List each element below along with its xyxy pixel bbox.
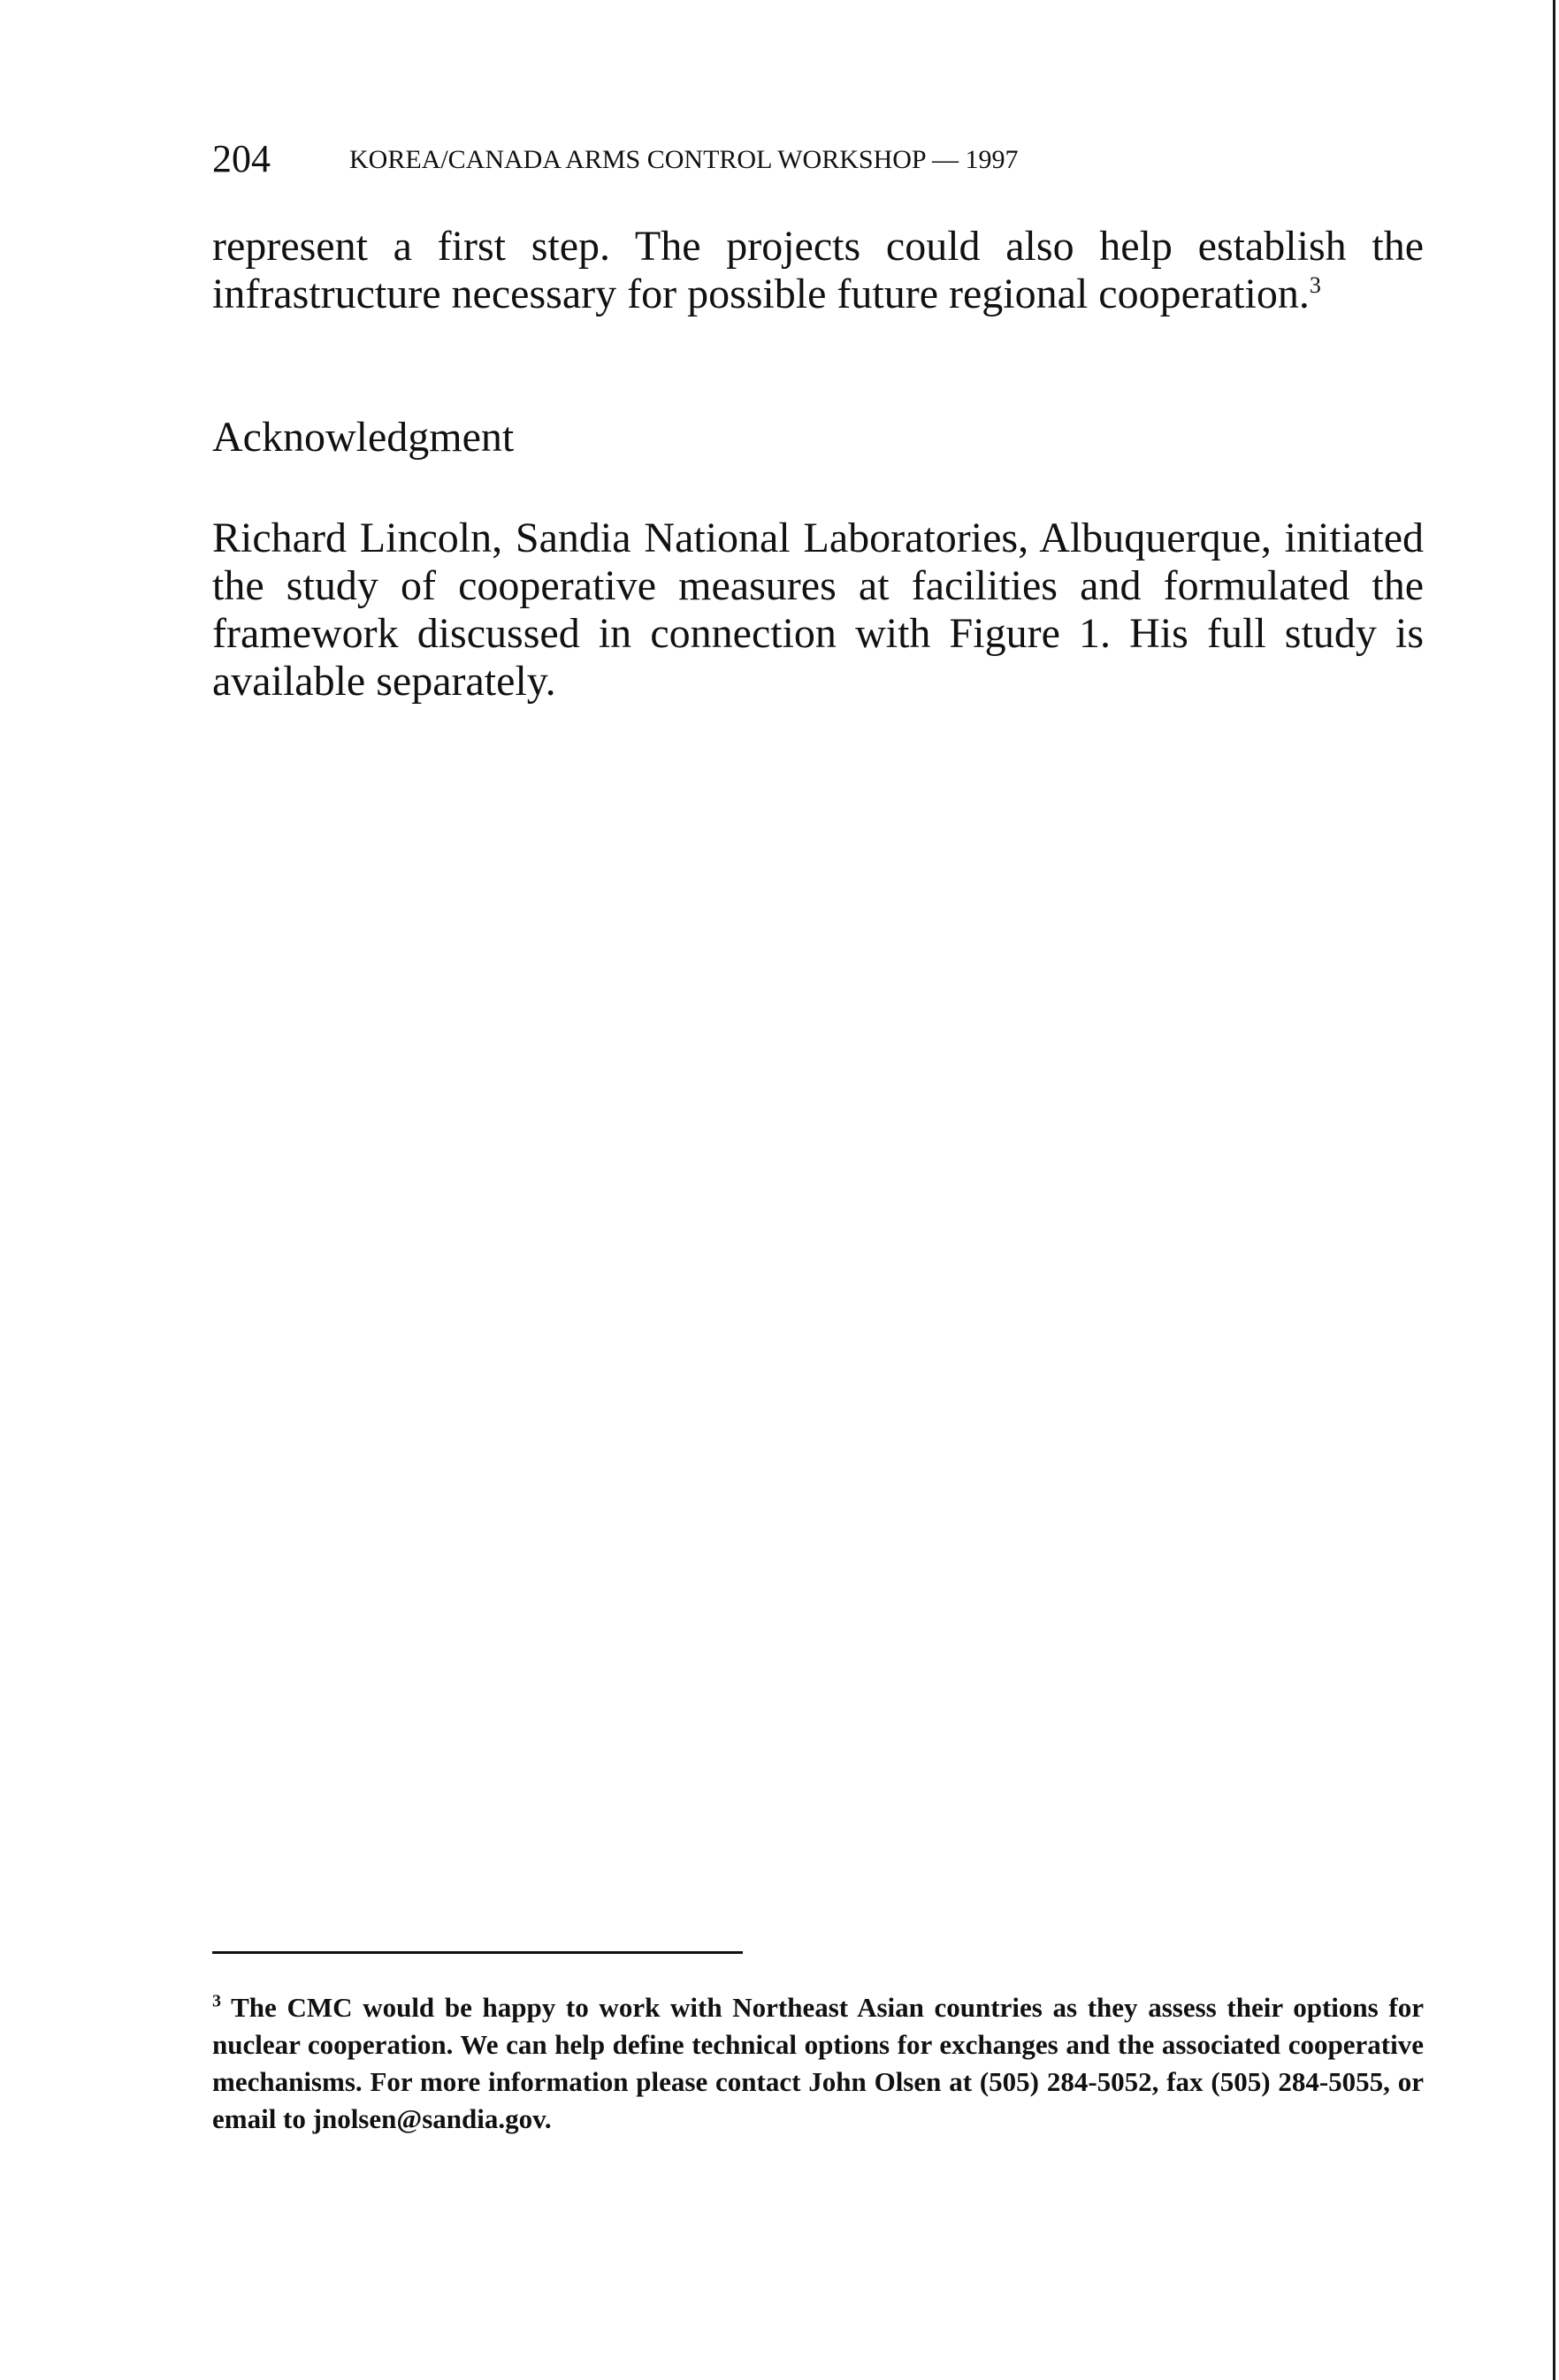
- body-paragraph-1: [212, 223, 1424, 318]
- running-header: [212, 133, 1433, 186]
- paragraph-1-text: represent a first step. The projects could also help establish the infrastructure necessary for possible future regional cooperation.: [212, 223, 1424, 317]
- footnote-divider: [212, 1951, 743, 1954]
- footnote-text: The CMC would be happy to work with Northeast Asian countries as they assess their options for nuclear cooperation. We can help define technical options for exchanges and the associated cooperative mechanisms. For more information please contact John Olsen at (505) 284-5052, fax (505) 284-5055, or email to jnolsen@sandia.gov.: [212, 1992, 1424, 2134]
- section-heading: Acknowledgment: [212, 414, 515, 461]
- page-edge-border: [1553, 0, 1555, 2380]
- running-title: KOREA/CANADA ARMS CONTROL WORKSHOP — 1997: [349, 145, 1019, 174]
- footnote-marker: 3: [212, 1991, 221, 2011]
- page-number: 204: [212, 137, 271, 180]
- footnote-reference: 3: [1309, 272, 1321, 298]
- footnote: [212, 1989, 1424, 2138]
- body-paragraph-2: Richard Lincoln, Sandia National Laboratories, Albuquerque, initiated the study of cooperative measures at facilities and formulated the framework discussed in connection with Figure 1. His full study is available separately.: [212, 515, 1424, 705]
